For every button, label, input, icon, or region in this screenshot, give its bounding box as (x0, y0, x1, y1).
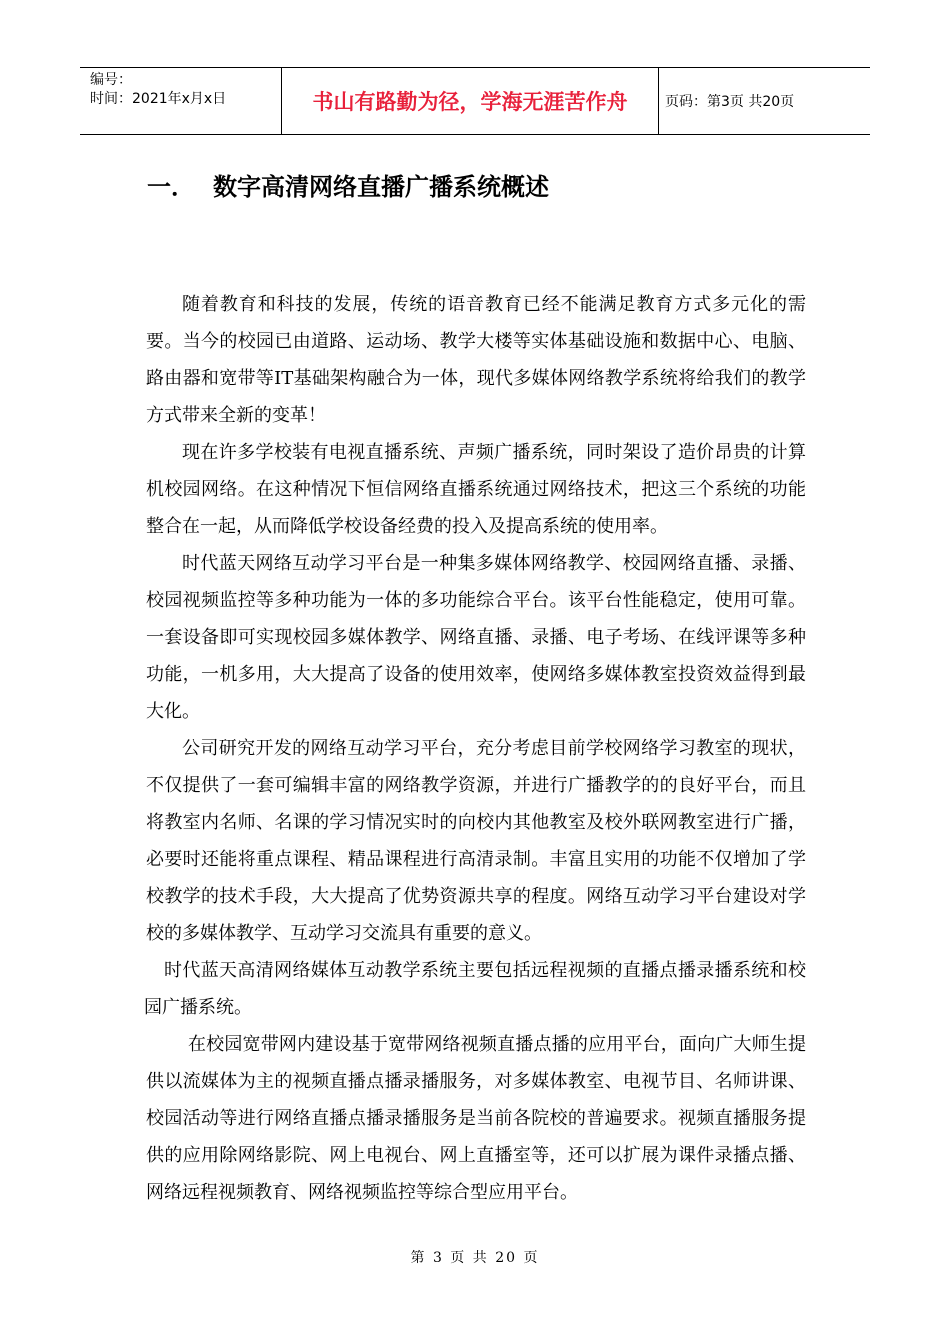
body-content (146, 286, 806, 1211)
header-meta (80, 68, 282, 134)
header-page-info: 页码：第3页 共20页 (665, 94, 795, 110)
section-number: 一． (147, 173, 195, 201)
paragraph: 在校园宽带网内建设基于宽带网络视频直播点播的应用平台，面向广大师生提供以流媒体为主的视频直播点播录播服务，对多媒体教室、电视节目、名师讲课、校园活动等进行网络直播点播录播服务是当前各院校的普遍要求。视频直播服务提供的应用除网络影院、网上电视台、网上直播室等，还可以扩展为课件录播点播、网络远程视频教育、网络视频监控等综合型应用平台。 (146, 1034, 806, 1203)
section-title: 数字高清网络直播广播系统概述 (213, 173, 549, 201)
page-header (80, 67, 870, 135)
paragraph: 随着教育和科技的发展，传统的语音教育已经不能满足教育方式多元化的需要。当今的校园已由道路、运动场、教学大楼等实体基础设施和数据中心、电脑、路由器和宽带等IT基础架构融合为一体，现代多媒体网络教学系统将给我们的教学方式带来全新的变革！ (146, 294, 806, 426)
section-heading (147, 170, 549, 204)
document-time-label: 时间：2021年x月x日 (90, 91, 227, 107)
paragraph: 时代蓝天高清网络媒体互动教学系统主要包括远程视频的直播点播录播系统和校园广播系统。 (144, 960, 806, 1018)
page-footer: 第 3 页 共 20 页 (410, 1250, 540, 1266)
paragraph: 现在许多学校装有电视直播系统、声频广播系统，同时架设了造价昂贵的计算机校园网络。在这种情况下恒信网络直播系统通过网络技术，把这三个系统的功能整合在一起，从而降低学校设备经费的投入及提高系统的使用率。 (146, 442, 806, 537)
document-number-label: 编号： (90, 72, 132, 88)
paragraph: 公司研究开发的网络互动学习平台，充分考虑目前学校网络学习教室的现状，不仅提供了一套可编辑丰富的网络教学资源，并进行广播教学的的良好平台，而且将教室内名师、名课的学习情况实时的向校内其他教室及校外联网教室进行广播，必要时还能将重点课程、精品课程进行高清录制。丰富且实用的功能不仅增加了学校教学的技术手段，大大提高了优势资源共享的程度。网络互动学习平台建设对学校的多媒体教学、互动学习交流具有重要的意义。 (146, 738, 806, 944)
paragraph: 时代蓝天网络互动学习平台是一种集多媒体网络教学、校园网络直播、录播、校园视频监控等多种功能为一体的多功能综合平台。该平台性能稳定，使用可靠。一套设备即可实现校园多媒体教学、网络直播、录播、电子考场、在线评课等多种功能，一机多用，大大提高了设备的使用效率，使网络多媒体教室投资效益得到最大化。 (146, 553, 806, 722)
header-motto: 书山有路勤为径，学海无涯苦作舟 (282, 68, 659, 134)
